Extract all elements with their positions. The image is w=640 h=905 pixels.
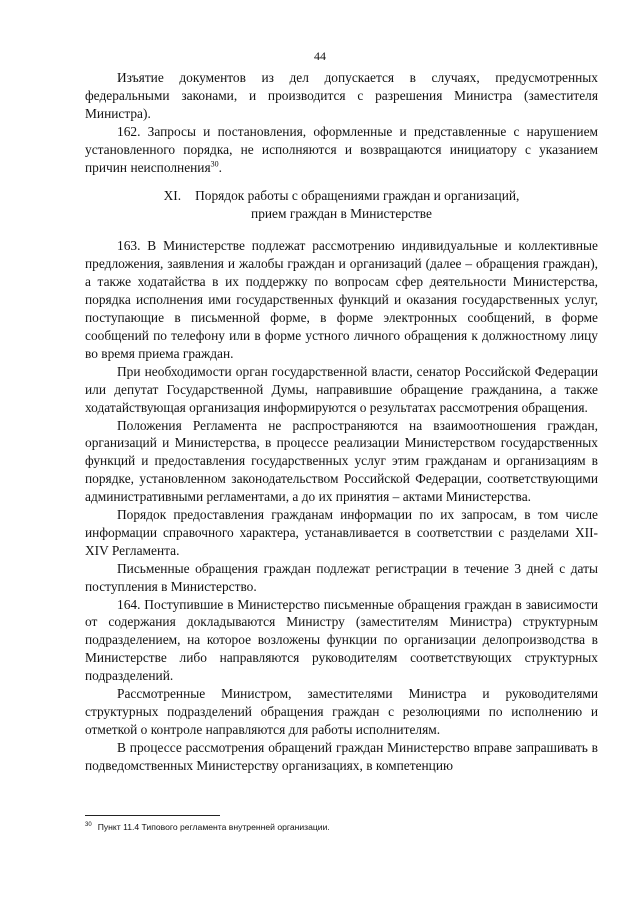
- section-heading: [85, 187, 598, 223]
- section-number: XI.: [163, 188, 182, 204]
- section-title-line1: Порядок работы с обращениями граждан и организаций,: [195, 188, 520, 204]
- paragraph-document-seizure: Изъятие документов из дел допускается в случаях, предусмотренных федеральными законами, и производится с разрешения Министра (заместителя Министра).: [85, 70, 598, 121]
- document-body: [85, 69, 598, 775]
- paragraph-registration: Письменные обращения граждан подлежат регистрации в течение 3 дней с даты поступления в Министерство.: [85, 560, 598, 594]
- footnote-marker: 30: [85, 822, 92, 829]
- footnote-reference[interactable]: 30: [210, 159, 219, 169]
- paragraph-informing: При необходимости орган государственной власти, сенатор Российской Федерации или депутат Государственной Думы, направившие обращение гражданина, а также ходатайствующая организация информируются о результатах рассмотрения обращения.: [85, 363, 598, 415]
- footnote-divider: [85, 815, 220, 816]
- paragraph-162-suffix: .: [218, 159, 222, 175]
- footnote: [85, 822, 598, 833]
- section-title-line2: прием граждан в Министерстве: [251, 206, 432, 222]
- section-heading-line1: [85, 187, 598, 205]
- paragraph-requests: В процессе рассмотрения обращений граждан Министерство вправе запрашивать в подведомственных Министерству организациях, в компетенцию: [85, 739, 598, 773]
- paragraph-information-procedure: Порядок предоставления гражданам информации по их запросам, в том числе информации справочного характера, устанавливается в соответствии с разделами XII-XIV Регламента.: [85, 507, 598, 558]
- paragraph-regulation-scope: Положения Регламента не распространяются на взаимоотношения граждан, организаций и Министерства, в процессе реализации Министерством государственных функций и предоставления государственных услуг этим гражданам и организациям в порядке, установленном законодательством Российской Федерации, соответствующими административными регламентами, а до их принятия – актами Министерства.: [85, 417, 598, 505]
- footnote-text: Пункт 11.4 Типового регламента внутренней организации.: [97, 822, 330, 832]
- paragraph-162-text: 162. Запросы и постановления, оформленные и представленные с нарушением установленного порядка, не исполняются и возвращаются инициатору с указанием причин неисполнения: [85, 123, 598, 175]
- paragraph-164: 164. Поступившие в Министерство письменные обращения граждан в зависимости от содержания докладываются Министру (заместителям Министра) структурным подразделением, на которое возложены функции по организации делопроизводства в Министерстве либо направляются руководителям соответствующих структурных подразделений.: [85, 596, 598, 684]
- paragraph-163: 163. В Министерстве подлежат рассмотрению индивидуальные и коллективные предложения, заявления и жалобы граждан и организаций (далее – обращения граждан), а также ходатайства в их поддержку по вопросам сфер деятельности Министерства, порядка исполнения ими государственных функций и оказания государственных услуг, поступающие в письменной форме, в форме электронных сообщений, в форме сообщений по телефону или в форме устного личного обращения к должностному лицу во время приема граждан.: [85, 238, 598, 361]
- paragraph-resolutions: Рассмотренные Министром, заместителями Министра и руководителями структурных подразделений обращения граждан с резолюциями по исполнению и отметкой о контроле направляются для работы исполнителям.: [85, 686, 598, 737]
- paragraph-162: [85, 123, 598, 177]
- page-number: 44: [314, 49, 326, 63]
